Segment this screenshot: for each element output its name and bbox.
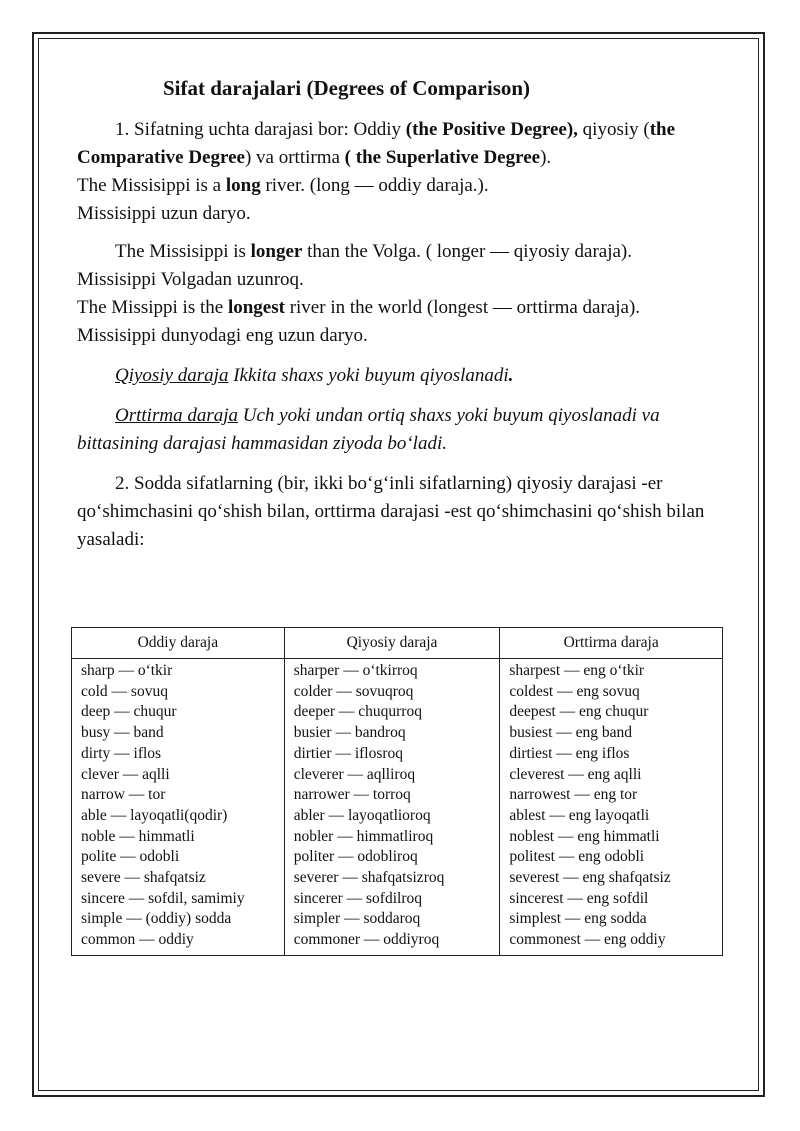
table-cell: dirty — iflos <box>81 744 162 762</box>
document-body <box>77 74 737 554</box>
bold-term: the Comparative Degree <box>77 119 676 168</box>
table-cell: deep — chuqur <box>81 703 177 721</box>
table-cell: deepest — eng chuqur <box>509 703 649 721</box>
column-superlative <box>500 659 723 956</box>
table-cell: sharp — o‘tkir <box>81 662 173 679</box>
table-cell: nobler — himmatliroq <box>293 827 434 845</box>
table-cell: narrowest — eng tor <box>509 786 638 804</box>
text-span: than the Volga. ( longer — qiyosiy daraja). <box>302 241 632 262</box>
bold-term: long <box>225 175 261 196</box>
table-cell: sincere — sofdil, samimiy <box>81 889 245 907</box>
translation-superlative: Missisippi dunyodagi eng uzun daryo. <box>77 325 368 346</box>
table-cell: noblest — eng himmatli <box>509 827 660 845</box>
table-cell: deeper — chuqurroq <box>293 703 422 721</box>
table-cell: sincerer — sofdilroq <box>293 889 422 907</box>
table-cell: busy — band <box>81 724 164 742</box>
table-cell: commonest — eng oddiy <box>509 931 666 949</box>
text-span: ) va orttirma <box>244 147 345 168</box>
table-cell: clever — aqlli <box>81 765 170 783</box>
table-cell: common — oddiy <box>81 931 194 949</box>
table-cell: politer — odobliroq <box>293 848 418 866</box>
table-cell: simpler — soddaroq <box>293 910 421 928</box>
text-span: ). <box>540 147 552 168</box>
bold-term: ( the Superlative Degree <box>344 147 541 168</box>
table-cell: busiest — eng band <box>509 724 633 742</box>
paragraph-formation-rule: 2. Sodda sifatlarning (bir, ikki bo‘g‘inli sifatlarning) qiyosiy darajasi -er qo‘shimchasini qo‘shish bilan, orttirma darajasi -est qo‘shimchasini qo‘shish bilan yasaladi: <box>77 473 705 550</box>
translation-comparative: Missisippi Volgadan uzunroq. <box>77 269 304 290</box>
table-cell: coldest — eng sovuq <box>509 682 640 700</box>
table-body-row <box>72 659 723 956</box>
bold-term: longest <box>227 297 285 318</box>
text-span: The Missippi is the <box>77 297 228 318</box>
text-span: The Missisippi is a <box>77 175 226 196</box>
column-comparative <box>284 659 500 956</box>
table-cell: abler — layoqatlioroq <box>293 806 431 824</box>
degrees-table <box>71 627 723 956</box>
table-cell: politest — eng odobli <box>509 848 645 866</box>
bold-term: longer <box>250 241 303 262</box>
table-cell: commoner — oddiyroq <box>293 931 440 949</box>
table-cell: severe — shafqatsiz <box>81 869 206 887</box>
table-cell: cleverest — eng aqlli <box>509 765 642 783</box>
text-span: Uch yoki undan ortiq shaxs yoki buyum qiyoslanadi va bittasining darajasi hammasidan ziyoda bo‘ladi. <box>77 405 660 454</box>
text-span: The Missisippi is <box>115 241 251 262</box>
table-cell: ablest — eng layoqatli <box>509 806 650 824</box>
example-comparative <box>77 238 737 266</box>
example-positive <box>77 172 737 200</box>
column-header-superlative: Orttirma daraja <box>500 628 723 659</box>
text-span: river. (long — oddiy daraja.). <box>260 175 489 196</box>
underlined-term: Orttirma daraja <box>115 405 238 426</box>
table-cell: narrower — torroq <box>293 786 411 804</box>
underlined-term: Qiyosiy daraja <box>115 365 229 386</box>
table-cell: simple — (oddiy) sodda <box>81 910 232 928</box>
table-cell: sharper — o‘tkirroq <box>293 662 418 679</box>
text-span: 1. Sifatning uchta darajasi bor: Oddiy <box>115 119 406 140</box>
table-cell: severest — eng shafqatsiz <box>509 869 671 887</box>
definition-superlative <box>77 402 737 458</box>
text-span: Ikkita shaxs yoki buyum qiyoslanadi <box>228 365 509 386</box>
table-cell: able — layoqatli(qodir) <box>81 806 228 824</box>
table-cell: colder — sovuqroq <box>293 682 414 700</box>
table-cell: polite — odobli <box>81 848 180 866</box>
bold-term: (the Positive Degree), <box>405 119 578 140</box>
text-span: qiyosiy ( <box>577 119 650 140</box>
table-cell: simplest — eng sodda <box>509 910 647 928</box>
column-header-comparative: Qiyosiy daraja <box>284 628 500 659</box>
example-superlative <box>77 294 737 322</box>
definition-comparative <box>77 362 737 390</box>
column-positive <box>72 659 285 956</box>
paragraph-degrees-intro <box>77 116 737 172</box>
column-header-positive: Oddiy daraja <box>72 628 285 659</box>
table-cell: sincerest — eng sofdil <box>509 889 649 907</box>
text-span: . <box>508 365 514 386</box>
translation-positive: Missisippi uzun daryo. <box>77 203 251 224</box>
table-cell: cleverer — aqlliroq <box>293 765 416 783</box>
page-title: Sifat darajalari (Degrees of Comparison) <box>163 76 531 100</box>
table-cell: narrow — tor <box>81 786 166 804</box>
table-header-row <box>72 628 723 659</box>
table-cell: severer — shafqatsizroq <box>293 869 445 887</box>
table-cell: dirtier — iflosroq <box>293 744 404 762</box>
text-span: river in the world (longest — orttirma daraja). <box>284 297 641 318</box>
table-cell: cold — sovuq <box>81 682 168 700</box>
table-cell: busier — bandroq <box>293 724 406 742</box>
table-cell: noble — himmatli <box>81 827 195 845</box>
table-cell: sharpest — eng o‘tkir <box>509 662 645 679</box>
table-cell: dirtiest — eng iflos <box>509 744 630 762</box>
